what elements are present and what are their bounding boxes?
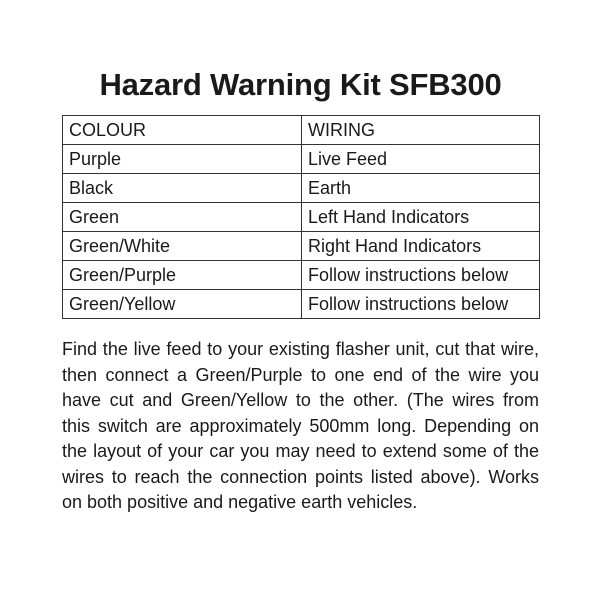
wire-colour-cell: Green	[63, 203, 302, 232]
column-header-colour: COLOUR	[63, 116, 302, 145]
table-row	[63, 174, 540, 203]
table-row	[63, 261, 540, 290]
wire-colour-cell: Green/Yellow	[63, 290, 302, 319]
table-header-row	[63, 116, 540, 145]
wire-function-cell: Follow instructions below	[302, 290, 540, 319]
document	[62, 66, 539, 516]
table-row	[63, 290, 540, 319]
wire-colour-cell: Black	[63, 174, 302, 203]
wire-function-cell: Right Hand Indicators	[302, 232, 540, 261]
wire-function-cell: Live Feed	[302, 145, 540, 174]
column-header-wiring: WIRING	[302, 116, 540, 145]
table-row	[63, 145, 540, 174]
table-row	[63, 203, 540, 232]
wire-function-cell: Follow instructions below	[302, 261, 540, 290]
wire-colour-cell: Purple	[63, 145, 302, 174]
document-title: Hazard Warning Kit SFB300	[99, 67, 502, 102]
instructions-paragraph: Find the live feed to your existing flasher unit, cut that wire, then connect a Green/Purple to one end of the wire you have cut and Green/Yellow to the other. (The wires from this switch are approximately 500mm long. Depending on the layout of your car you may need to extend some of the wires to reach the connection points listed above). Works on both positive and negative earth vehicles.	[62, 339, 539, 512]
wire-function-cell: Left Hand Indicators	[302, 203, 540, 232]
wiring-table	[62, 115, 540, 319]
wire-function-cell: Earth	[302, 174, 540, 203]
wire-colour-cell: Green/Purple	[63, 261, 302, 290]
wire-colour-cell: Green/White	[63, 232, 302, 261]
table-row	[63, 232, 540, 261]
